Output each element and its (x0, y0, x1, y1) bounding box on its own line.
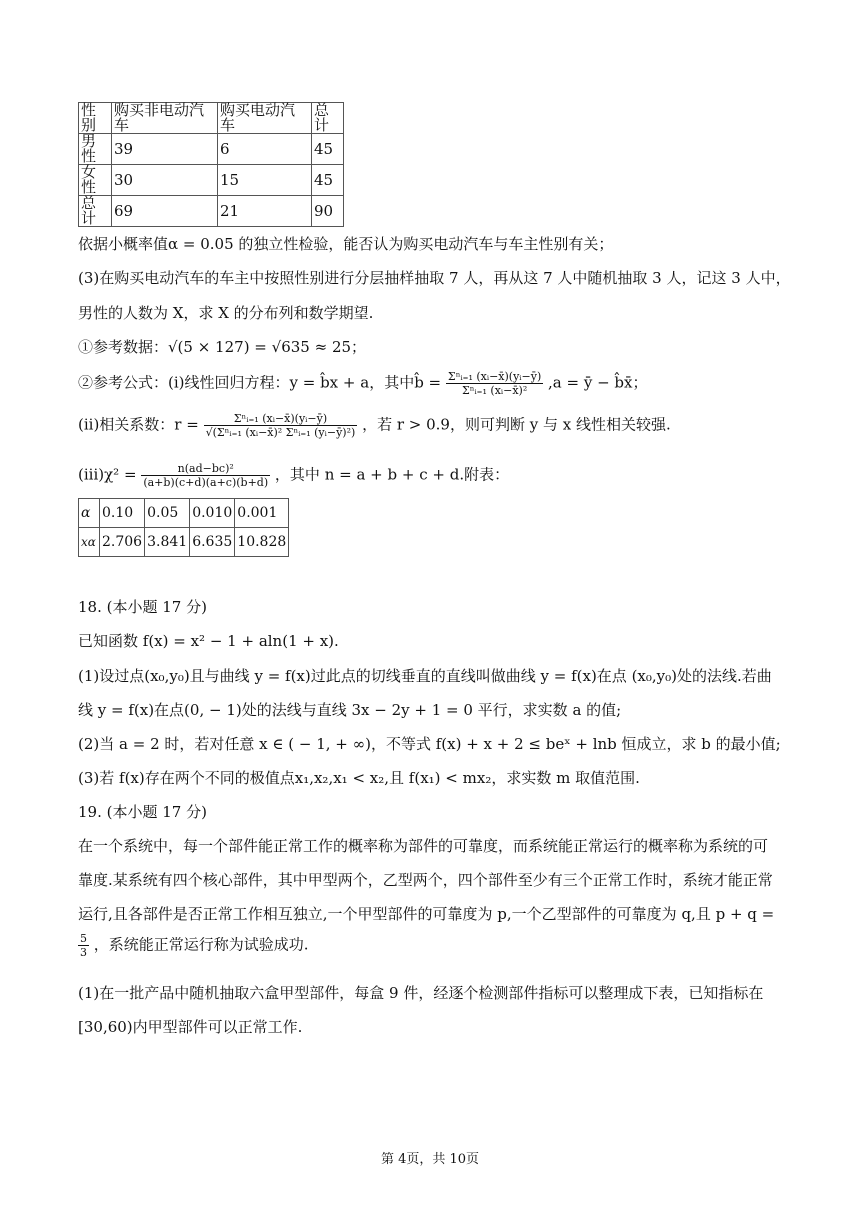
text-line: 靠度.某系统有四个核心部件，其中甲型两个，乙型两个，四个部件至少有三个正常工作时，系统才能正常 (78, 871, 773, 889)
table-cell: 45 (312, 134, 344, 165)
text-line: 男性的人数为 X，求 X 的分布列和数学期望. (78, 304, 374, 322)
table-cell: 购买电动汽车 (218, 103, 312, 134)
table-cell: 0.001 (235, 499, 289, 528)
table-cell: 21 (218, 196, 312, 227)
text-line: 线 y = f(x)在点(0, − 1)处的法线与直线 3x − 2y + 1 = 0 平行，求实数 a 的值; (78, 701, 622, 719)
text-line: 已知函数 f(x) = x² − 1 + aln(1 + x). (78, 632, 339, 650)
formula-line (78, 412, 671, 439)
text-line: 在一个系统中，每一个部件能正常工作的概率称为部件的可靠度，而系统能正常运行的概率称为系统的可 (78, 837, 769, 855)
text-fragment: ，系统能正常运行称为试验成功. (93, 935, 309, 954)
text-line: (2)当 a = 2 时，若对任意 x ∈ ( − 1, + ∞)，不等式 f(x) + x + 2 ≤ beˣ + lnb 恒成立，求 b 的最小值; (78, 735, 781, 753)
text-fragment: ，若 r > 0.9，则可判断 y 与 x 线性相关较强. (362, 415, 671, 434)
text-line: [30,60)内甲型部件可以正常工作. (78, 1018, 303, 1036)
fraction-numerator: Σⁿᵢ₌₁ (xᵢ−x̄)(yᵢ−ȳ) (204, 412, 358, 426)
fraction-denominator: √(Σⁿᵢ₌₁ (xᵢ−x̄)² Σⁿᵢ₌₁ (yᵢ−ȳ)²) (205, 426, 356, 439)
text-line: (3)在购买电动汽车的车主中按照性别进行分层抽样抽取 7 人，再从这 7 人中随机抽取 3 人，记这 3 人中， (78, 269, 791, 287)
table-row (79, 528, 289, 557)
table-cell: 45 (312, 165, 344, 196)
table-cell: 总计 (79, 196, 112, 227)
table-cell: 女性 (79, 165, 112, 196)
table-cell: 0.010 (190, 499, 235, 528)
table-cell: 6.635 (190, 528, 235, 557)
table-cell: 10.828 (235, 528, 289, 557)
table-cell: 3.841 (145, 528, 190, 557)
table-cell: 购买非电动汽车 (112, 103, 218, 134)
table-cell: α (79, 499, 100, 528)
fraction (446, 370, 543, 397)
text-fragment: (iii)χ² = (78, 465, 137, 484)
fraction-numerator: Σⁿᵢ₌₁ (xᵢ−x̄)(yᵢ−ȳ) (447, 370, 542, 383)
table-cell: 男性 (79, 134, 112, 165)
table-cell: 0.05 (145, 499, 190, 528)
fraction (141, 462, 270, 489)
question-title: 19. (本小题 17 分) (78, 803, 207, 821)
table-cell: xα (79, 528, 100, 557)
table-cell: 性别 (79, 103, 112, 134)
contingency-table (78, 102, 344, 227)
text-fragment: ，其中 n = a + b + c + d.附表： (274, 465, 510, 484)
table-row (79, 165, 344, 196)
table-row (79, 196, 344, 227)
fraction-numerator: n(ad−bc)² (141, 462, 270, 476)
fraction-denominator: 3 (80, 946, 87, 959)
text-line: ①参考数据：√(5 × 127) = √635 ≈ 25； (78, 338, 367, 356)
table-row (79, 499, 289, 528)
table-cell: 69 (112, 196, 218, 227)
table-cell: 2.706 (100, 528, 145, 557)
text-line: 依据小概率值α = 0.05 的独立性检验，能否认为购买电动汽车与车主性别有关； (78, 235, 614, 253)
question-title: 18. (本小题 17 分) (78, 598, 207, 616)
page-number: 第 4页，共 10页 (380, 1152, 480, 1167)
table-cell: 90 (312, 196, 344, 227)
text-line: (1)在一批产品中随机抽取六盒甲型部件，每盒 9 件，经逐个检测部件指标可以整理成下表，已知指标在 (78, 984, 764, 1002)
fraction-numerator: 5 (80, 932, 87, 945)
formula-line (78, 462, 509, 489)
table-row (79, 134, 344, 165)
formula-line (78, 370, 648, 397)
table-cell: 0.10 (100, 499, 145, 528)
table-cell: 总计 (312, 103, 344, 134)
fraction (78, 932, 89, 959)
text-fragment: ,a = ȳ − b̂x̄； (548, 373, 648, 392)
table-cell: 6 (218, 134, 312, 165)
fraction-denominator: (a+b)(c+d)(a+c)(b+d) (143, 476, 269, 489)
text-line: (1)设过点(x₀,y₀)且与曲线 y = f(x)过此点的切线垂直的直线叫做曲线 y = f(x)在点 (x₀,y₀)处的法线.若曲 (78, 667, 772, 685)
fraction (204, 412, 358, 439)
formula-line (78, 932, 309, 959)
fraction-denominator: Σⁿᵢ₌₁ (xᵢ−x̄)² (461, 384, 528, 397)
table-cell: 15 (218, 165, 312, 196)
text-line: 运行,且各部件是否正常工作相互独立,一个甲型部件的可靠度为 p,一个乙型部件的可靠度为 q,且 p + q = (78, 905, 775, 923)
text-fragment: (ii)相关系数：r = (78, 415, 199, 434)
table-cell: 39 (112, 134, 218, 165)
table-cell: 30 (112, 165, 218, 196)
critical-value-table (78, 498, 289, 557)
text-fragment: ②参考公式：(i)线性回归方程：y = b̂x + a，其中b̂ = (78, 373, 442, 392)
text-line: (3)若 f(x)存在两个不同的极值点x₁,x₂,x₁ < x₂,且 f(x₁) < mx₂，求实数 m 取值范围. (78, 769, 640, 787)
table-header-row (79, 103, 344, 134)
